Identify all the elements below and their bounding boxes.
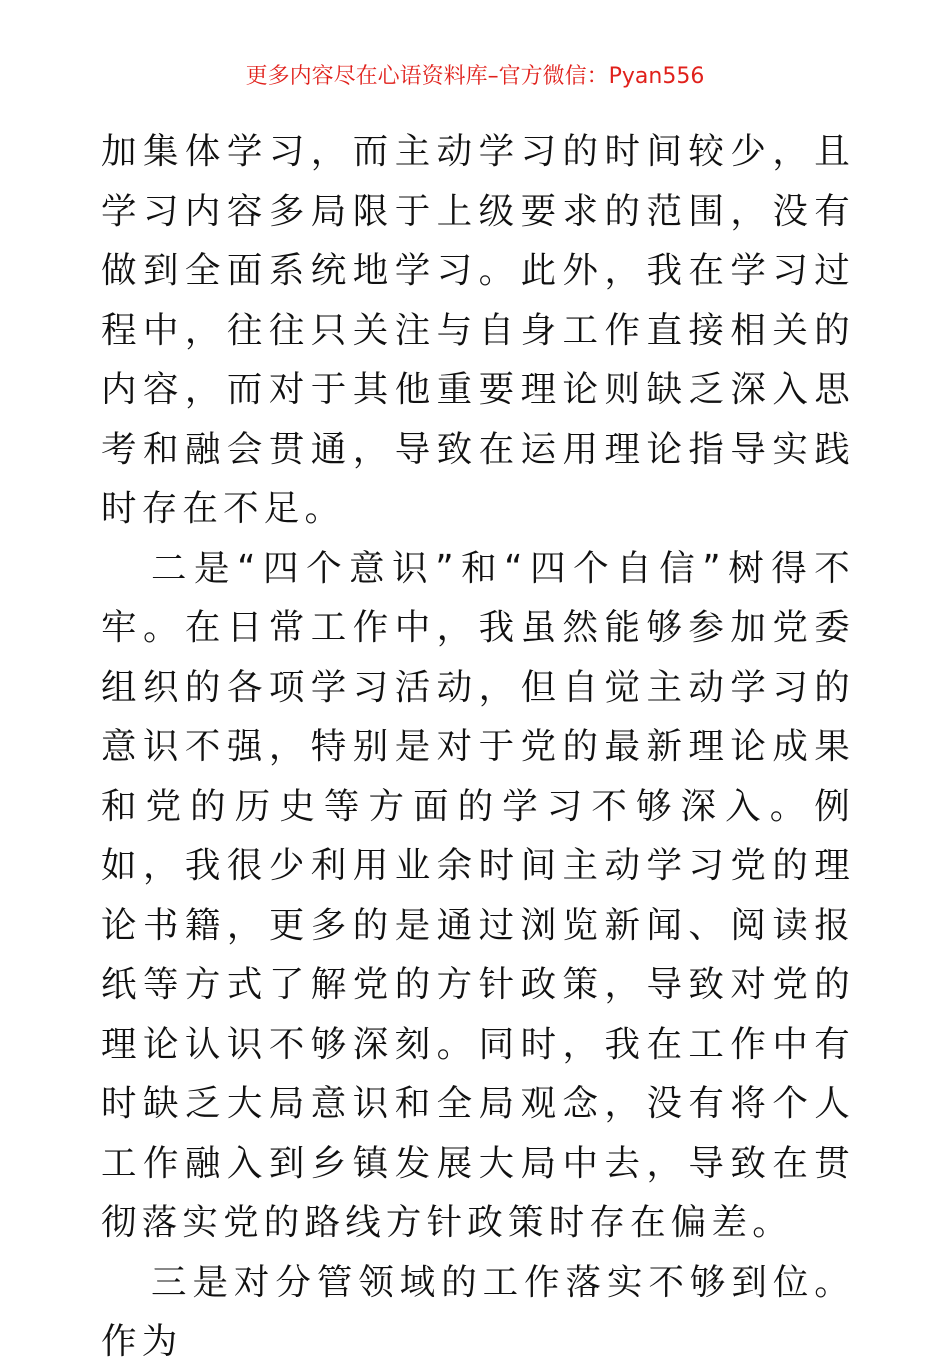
document-body <box>101 122 855 1372</box>
paragraph-point-three: 三是对分管领域的工作落实不够到位。作为 <box>101 1261 855 1362</box>
header-watermark-text: 更多内容尽在心语资料库–官方微信：Pyan556 <box>245 64 705 89</box>
paragraph-continued: 加集体学习，而主动学习的时间较少，且学习内容多局限于上级要求的范围，没有做到全面系统地学习。此外，我在学习过程中，往往只关注与自身工作直接相关的内容，而对于其他重要理论则缺乏深入思考和融会贯通，导致在运用理论指导实践时存在不足。 <box>101 131 855 529</box>
paragraph-point-two: 二是“四个意识”和“四个自信”树得不牢。在日常工作中，我虽然能够参加党委组织的各项学习活动，但自觉主动学习的意识不强，特别是对于党的最新理论成果和党的历史等方面的学习不够深入。例如，我很少利用业余时间主动学习党的理论书籍，更多的是通过浏览新闻、阅读报纸等方式了解党的方针政策，导致对党的理论认识不够深刻。同时，我在工作中有时缺乏大局意识和全局观念，没有将个人工作融入到乡镇发展大局中去，导致在贯彻落实党的路线方针政策时存在偏差。 <box>101 547 855 1243</box>
